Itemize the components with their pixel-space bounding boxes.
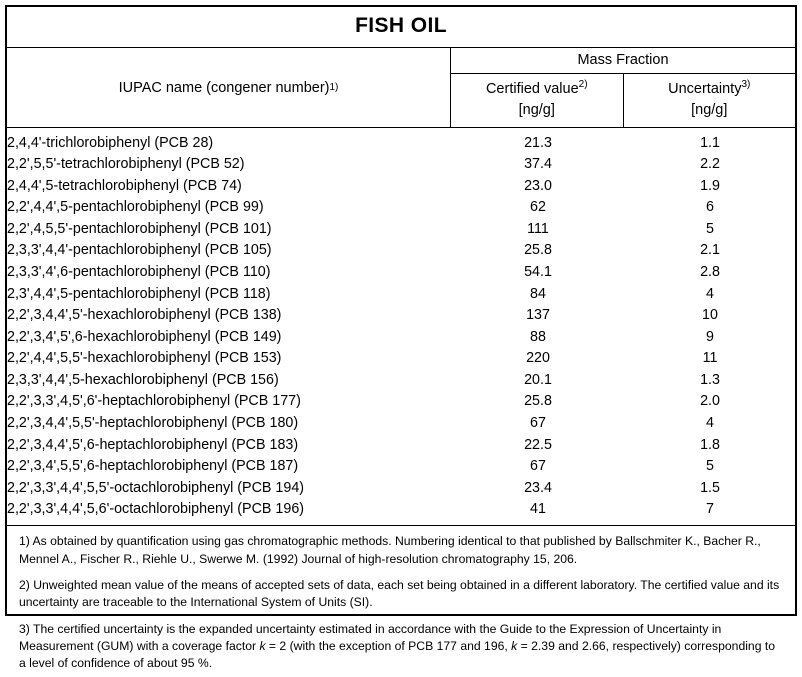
cell-congener-name: 2,2',4,5,5'-pentachlorobiphenyl (PCB 101)	[7, 220, 272, 237]
cell-congener-name: 2,2',5,5'-tetrachlorobiphenyl (PCB 52)	[7, 156, 245, 173]
cell-uncertainty: 1.5	[700, 479, 720, 496]
footnote-3-part-b: = 2 (with the exception of PCB 177 and 196,	[265, 639, 512, 654]
header-uncertainty	[624, 74, 796, 127]
table-row	[7, 456, 795, 478]
cell-uncertainty: 5	[706, 458, 714, 475]
congener-table	[7, 132, 795, 520]
footnote-3-k-symbol-1: k	[259, 639, 266, 654]
cell-certified-value: 137	[526, 307, 550, 324]
table-row	[7, 391, 795, 413]
cell-uncertainty: 4	[706, 415, 714, 432]
cell-congener-name: 2,2',3,3',4,5',6'-heptachlorobiphenyl (PCB 177)	[7, 393, 301, 410]
cell-certified-value: 41	[530, 501, 546, 518]
cell-certified-value: 111	[527, 220, 549, 237]
footnote-1: 1) As obtained by quantification using gas chromatographic methods. Numbering identical to that published by Ballschmiter K., Bacher R., Mennel A., Fischer R., Riehle U., Swerwe M. (1992) Journal of high-resolution chromatography 15, 206.	[19, 534, 761, 566]
cell-certified-value: 25.8	[524, 393, 552, 410]
cell-uncertainty: 7	[706, 501, 714, 518]
header-iupac-name-label: IUPAC name (congener number)	[118, 79, 330, 96]
table-row	[7, 305, 795, 327]
table-row	[7, 262, 795, 284]
header-certified-value-units: [ng/g]	[518, 102, 555, 119]
table-row	[7, 240, 795, 262]
cell-certified-value: 37.4	[524, 156, 552, 173]
table-title-row	[7, 7, 795, 48]
table-header	[7, 48, 795, 128]
cell-certified-value: 23.0	[524, 177, 552, 194]
header-subcolumns	[451, 74, 795, 127]
table-row	[7, 434, 795, 456]
header-certified-value	[451, 74, 624, 127]
cell-congener-name: 2,2',4,4',5,5'-hexachlorobiphenyl (PCB 153)	[7, 350, 282, 367]
cell-uncertainty: 2.2	[700, 156, 720, 173]
cell-certified-value: 21.3	[524, 134, 552, 151]
cell-congener-name: 2,2',3,4,4',5',6-heptachlorobiphenyl (PCB 183)	[7, 436, 299, 453]
table-row	[7, 326, 795, 348]
cell-congener-name: 2,2',3,4',5',6-hexachlorobiphenyl (PCB 149)	[7, 328, 282, 345]
cell-uncertainty: 4	[706, 285, 714, 302]
cell-certified-value: 84	[530, 285, 546, 302]
page-title: FISH OIL	[355, 14, 447, 37]
cell-certified-value: 23.4	[524, 479, 552, 496]
header-uncertainty-units: [ng/g]	[691, 102, 728, 119]
cell-congener-name: 2,4,4'-trichlorobiphenyl (PCB 28)	[7, 134, 214, 151]
cell-certified-value: 88	[530, 328, 546, 345]
footnote-2: 2) Unweighted mean value of the means of accepted sets of data, each set being obtained in a different laboratory. The certified value and its uncertainty are traceable to the International System of Units (SI).	[19, 578, 780, 610]
cell-congener-name: 2,2',3,4,4',5'-hexachlorobiphenyl (PCB 138)	[7, 307, 282, 324]
cell-congener-name: 2,3,3',4,4'-pentachlorobiphenyl (PCB 105)	[7, 242, 272, 259]
cell-congener-name: 2,3,3',4',6-pentachlorobiphenyl (PCB 110)	[7, 264, 271, 280]
header-mass-fraction-group	[451, 48, 795, 127]
table-row	[7, 413, 795, 435]
table-row	[7, 132, 795, 154]
cell-uncertainty: 2.1	[700, 242, 720, 259]
cell-uncertainty: 2.0	[700, 393, 720, 410]
cell-certified-value: 62	[530, 199, 546, 216]
cell-congener-name: 2,3,3',4,4',5-hexachlorobiphenyl (PCB 156)	[7, 371, 279, 388]
cell-uncertainty: 1.9	[700, 177, 720, 194]
header-uncertainty-label: Uncertainty	[668, 81, 742, 97]
cell-uncertainty: 1.3	[700, 371, 720, 388]
table-row	[7, 197, 795, 219]
header-certified-value-footnote-marker: 2)	[578, 79, 588, 91]
cell-congener-name: 2,2',3,4,4',5,5'-heptachlorobiphenyl (PCB 180)	[7, 415, 299, 432]
footnote-3-part-c: = 2.39 and 2.66, respectively) corresponding to a level of confidence of about 95 %.	[19, 639, 776, 671]
cell-congener-name: 2,2',4,4',5-pentachlorobiphenyl (PCB 99)	[7, 199, 264, 216]
table-row	[7, 175, 795, 197]
footnote-3-part-a: 3) The certified uncertainty is the expanded uncertainty estimated in accordance with the Guide to the Expression of Uncertainty in Measurement (GUM) with a coverage factor	[19, 621, 722, 654]
header-mass-fraction-label: Mass Fraction	[451, 48, 795, 74]
table-row	[7, 283, 795, 305]
cell-certified-value: 25.8	[524, 242, 552, 259]
cell-congener-name: 2,4,4',5-tetrachlorobiphenyl (PCB 74)	[7, 177, 242, 194]
table-row	[7, 369, 795, 391]
cell-uncertainty: 1.8	[700, 436, 720, 453]
table-row	[7, 477, 795, 499]
cell-uncertainty: 9	[706, 328, 714, 345]
data-section	[7, 128, 795, 526]
cell-certified-value: 220	[526, 350, 550, 367]
congener-table-body	[7, 132, 795, 520]
cell-uncertainty: 2.8	[700, 264, 720, 280]
cell-certified-value: 67	[530, 415, 546, 432]
cell-certified-value: 54.1	[524, 264, 552, 280]
cell-uncertainty: 1.1	[700, 134, 720, 151]
footnotes	[7, 526, 795, 676]
cell-congener-name: 2,2',3,3',4,4',5,6'-octachlorobiphenyl (PCB 196)	[7, 501, 305, 518]
cell-congener-name: 2,3',4,4',5-pentachlorobiphenyl (PCB 118)	[7, 285, 271, 302]
cell-uncertainty: 6	[706, 199, 714, 216]
cell-certified-value: 20.1	[524, 371, 552, 388]
certificate-table-frame	[5, 5, 797, 671]
cell-congener-name: 2,2',3,3',4,4',5,5'-octachlorobiphenyl (PCB 194)	[7, 479, 305, 496]
header-iupac-name: IUPAC name (congener number) 1)	[7, 48, 451, 127]
cell-certified-value: 67	[530, 458, 546, 475]
footnote-3-k-symbol-2: k	[511, 639, 518, 654]
footnote-3	[19, 621, 783, 673]
cell-certified-value: 22.5	[524, 436, 552, 453]
cell-congener-name: 2,2',3,4',5,5',6-heptachlorobiphenyl (PCB 187)	[7, 458, 299, 475]
cell-uncertainty: 5	[706, 220, 714, 237]
table-row	[7, 499, 795, 521]
table-row	[7, 218, 795, 240]
header-uncertainty-footnote-marker: 3)	[741, 79, 751, 91]
header-certified-value-label: Certified value	[485, 81, 579, 97]
cell-uncertainty: 10	[702, 307, 718, 324]
cell-uncertainty: 11	[702, 350, 718, 367]
table-row	[7, 154, 795, 176]
table-row	[7, 348, 795, 370]
